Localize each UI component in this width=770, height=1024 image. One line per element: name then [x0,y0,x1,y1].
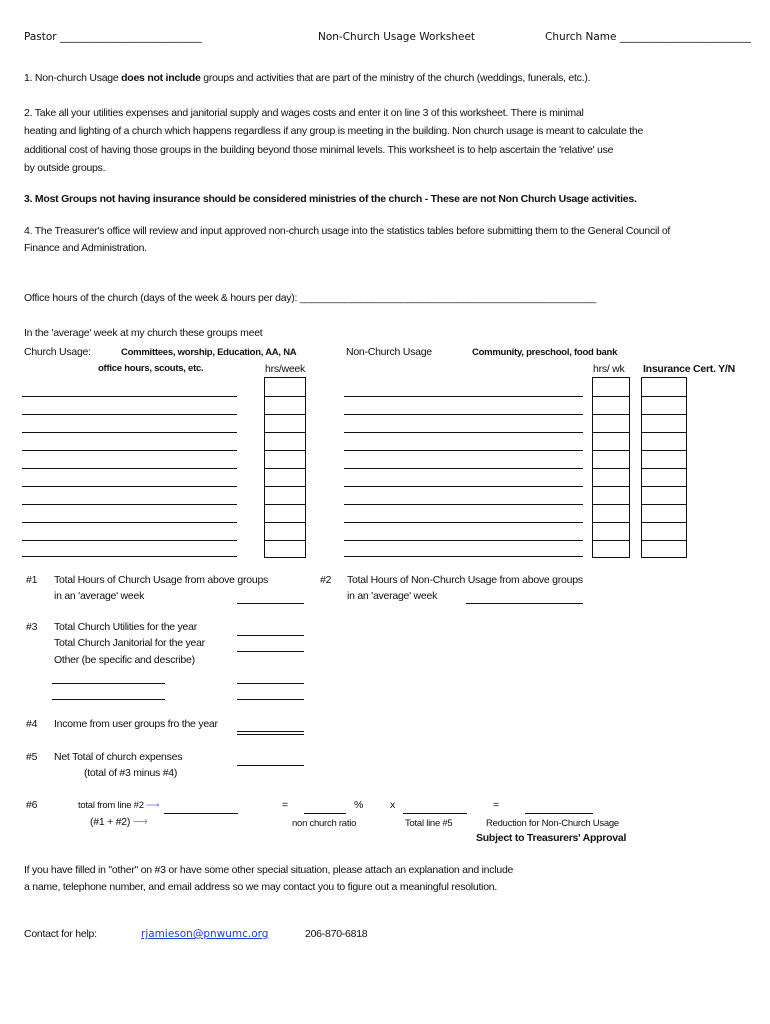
line-6-numerator-text: total from line #2 [78,800,144,811]
equals-sign-2: = [493,799,499,811]
church-usage-group-input[interactable] [22,540,237,541]
church-usage-group-input[interactable] [22,450,237,451]
line-6-denominator-text: (#1 + #2) [90,816,131,828]
line-3-text-a: Total Church Utilities for the year [54,621,197,633]
reduction-input[interactable] [525,813,593,814]
non-church-usage-group-input[interactable] [344,504,583,505]
average-week-label: In the 'average' week at my church these groups meet [24,327,263,339]
church-hours-header: hrs/week [265,363,306,375]
insurance-cert-box[interactable] [641,396,687,415]
church-hours-box[interactable] [264,522,306,541]
non-church-hours-box[interactable] [592,522,630,541]
insurance-cert-box[interactable] [641,540,687,558]
church-hours-box[interactable] [264,450,306,469]
instruction-1-emphasis: does not include [121,72,201,84]
church-usage-label: Church Usage: [24,346,91,358]
instruction-1-suffix: groups and activities that are part of the ministry of the church (weddings, funerals, etc.). [200,72,591,84]
church-hours-box[interactable] [264,540,306,558]
non-church-ratio-label: non church ratio [292,818,357,829]
line-2-input[interactable] [466,603,583,604]
church-usage-group-input[interactable] [22,468,237,469]
instruction-2-line-3: additional cost of having those groups in the building beyond those minimal levels. This worksheet is to help ascertain the 'relative' use [24,144,614,156]
non-church-usage-examples: Community, preschool, food bank [472,347,618,358]
line-6-number: #6 [26,799,38,811]
insurance-cert-box[interactable] [641,414,687,433]
non-church-hours-box[interactable] [592,540,630,558]
church-hours-box[interactable] [264,414,306,433]
line-6-denominator-label [90,816,148,828]
line-2-text-a: Total Hours of Non-Church Usage from above groups [347,574,583,586]
church-usage-group-input[interactable] [22,522,237,523]
church-usage-group-input[interactable] [22,556,237,557]
total-line-5-label: Total line #5 [405,818,453,829]
church-hours-box[interactable] [264,432,306,451]
approval-note: Subject to Treasurers' Approval [476,832,627,844]
line-3-number: #3 [26,621,38,633]
line-1-text-a: Total Hours of Church Usage from above groups [54,574,269,586]
contact-phone: 206-870-6818 [305,928,368,940]
non-church-usage-group-input[interactable] [344,432,583,433]
line-2-number: #2 [320,574,332,586]
percent-sign: % [354,799,364,811]
contact-label: Contact for help: [24,928,97,940]
church-name-field-label: Church Name _________________________ [545,31,752,43]
non-church-usage-group-input[interactable] [344,540,583,541]
church-usage-group-input[interactable] [22,396,237,397]
non-church-usage-group-input[interactable] [344,486,583,487]
church-hours-box[interactable] [264,377,306,397]
non-church-usage-group-input[interactable] [344,522,583,523]
line-4-text: Income from user groups fro the year [54,718,218,730]
line-5-number: #5 [26,751,38,763]
line-5-text-b: (total of #3 minus #4) [84,767,178,779]
non-church-hours-box[interactable] [592,432,630,451]
line-1-text-b: in an 'average' week [54,590,145,602]
other-note-line-1: If you have filled in "other" on #3 or have some other special situation, please attach an explanation and include [24,864,514,876]
line-3-janitorial-input[interactable] [237,651,304,652]
non-church-ratio-input[interactable] [304,813,346,814]
line-4-number: #4 [26,718,38,730]
church-usage-group-input[interactable] [22,486,237,487]
office-hours-field[interactable]: Office hours of the church (days of the week & hours per day): _____________________________________________________ [24,292,597,304]
non-church-usage-group-input[interactable] [344,414,583,415]
instruction-1-prefix: 1. Non-church Usage [24,72,122,84]
non-church-usage-group-input[interactable] [344,450,583,451]
non-church-hours-header: hrs/ wk [593,363,625,375]
church-usage-examples-1: Committees, worship, Education, AA, NA [121,347,297,358]
non-church-hours-box[interactable] [592,486,630,505]
non-church-hours-box[interactable] [592,414,630,433]
instruction-4-line-1: 4. The Treasurer's office will review and input approved non-church usage into the statistics tables before submitting them to the General Council of [24,225,671,237]
line-3-other-amount-input-1[interactable] [237,683,304,684]
instruction-2-line-4: by outside groups. [24,162,106,174]
line-6-numerator-label [78,800,160,811]
arrow-right-icon: ⟶ [130,816,148,828]
multiply-sign: x [390,799,395,811]
line-5-text-a: Net Total of church expenses [54,751,183,763]
contact-email-link[interactable]: rjamieson@pnwumc.org [141,928,269,940]
non-church-hours-box[interactable] [592,468,630,487]
line-6-numerator-input[interactable] [164,813,238,814]
non-church-usage-group-input[interactable] [344,396,583,397]
church-hours-box[interactable] [264,396,306,415]
other-note-line-2: a name, telephone number, and email address so we may contact you to figure out a meaningful resolution. [24,881,498,893]
pastor-field-label: Pastor ___________________________ [24,31,202,43]
church-usage-group-input[interactable] [22,432,237,433]
insurance-cert-box[interactable] [641,450,687,469]
instruction-1 [24,72,590,84]
non-church-usage-label: Non-Church Usage [346,346,432,358]
line-3-other-desc-input-2[interactable] [52,699,165,700]
insurance-cert-box[interactable] [641,377,687,397]
insurance-cert-box[interactable] [641,504,687,523]
insurance-cert-box[interactable] [641,468,687,487]
line-3-other-amount-input-2[interactable] [237,699,304,700]
reduction-label: Reduction for Non-Church Usage [486,818,619,829]
equals-sign-1: = [282,799,288,811]
line-3-text-c: Other (be specific and describe) [54,654,195,666]
line-3-text-b: Total Church Janitorial for the year [54,637,205,649]
non-church-hours-box[interactable] [592,396,630,415]
church-hours-box[interactable] [264,486,306,505]
church-hours-box[interactable] [264,468,306,487]
insurance-cert-header: Insurance Cert. Y/N [643,363,735,375]
instruction-3: 3. Most Groups not having insurance should be considered ministries of the church - These are not Non Church Usage activities. [24,193,637,205]
instruction-2-line-1: 2. Take all your utilities expenses and janitorial supply and wages costs and enter it on line 3 of this worksheet. There is minimal [24,107,584,119]
insurance-cert-box[interactable] [641,522,687,541]
arrow-right-icon: ⟶ [143,800,160,811]
church-usage-group-input[interactable] [22,504,237,505]
insurance-cert-box[interactable] [641,432,687,451]
page-title: Non-Church Usage Worksheet [318,31,476,43]
church-usage-group-input[interactable] [22,414,237,415]
line-2-text-b: in an 'average' week [347,590,438,602]
non-church-hours-box[interactable] [592,450,630,469]
church-hours-box[interactable] [264,504,306,523]
line-4-input[interactable] [237,731,304,732]
line-3-utilities-input[interactable] [237,635,304,636]
non-church-usage-group-input[interactable] [344,556,583,557]
line-1-number: #1 [26,574,38,586]
church-usage-examples-2: office hours, scouts, etc. [98,363,204,374]
non-church-hours-box[interactable] [592,377,630,397]
line-1-input[interactable] [237,603,304,604]
total-line-5-input[interactable] [403,813,467,814]
line-5-input[interactable] [237,765,304,766]
instruction-2-line-2: heating and lighting of a church which happens regardless if any group is meeting in the building. Non church usage is meant to calculate the [24,125,644,137]
insurance-cert-box[interactable] [641,486,687,505]
non-church-hours-box[interactable] [592,504,630,523]
line-3-other-desc-input-1[interactable] [52,683,165,684]
line-4-input-double-rule [237,734,304,735]
non-church-usage-group-input[interactable] [344,468,583,469]
instruction-4-line-2: Finance and Administration. [24,242,147,254]
